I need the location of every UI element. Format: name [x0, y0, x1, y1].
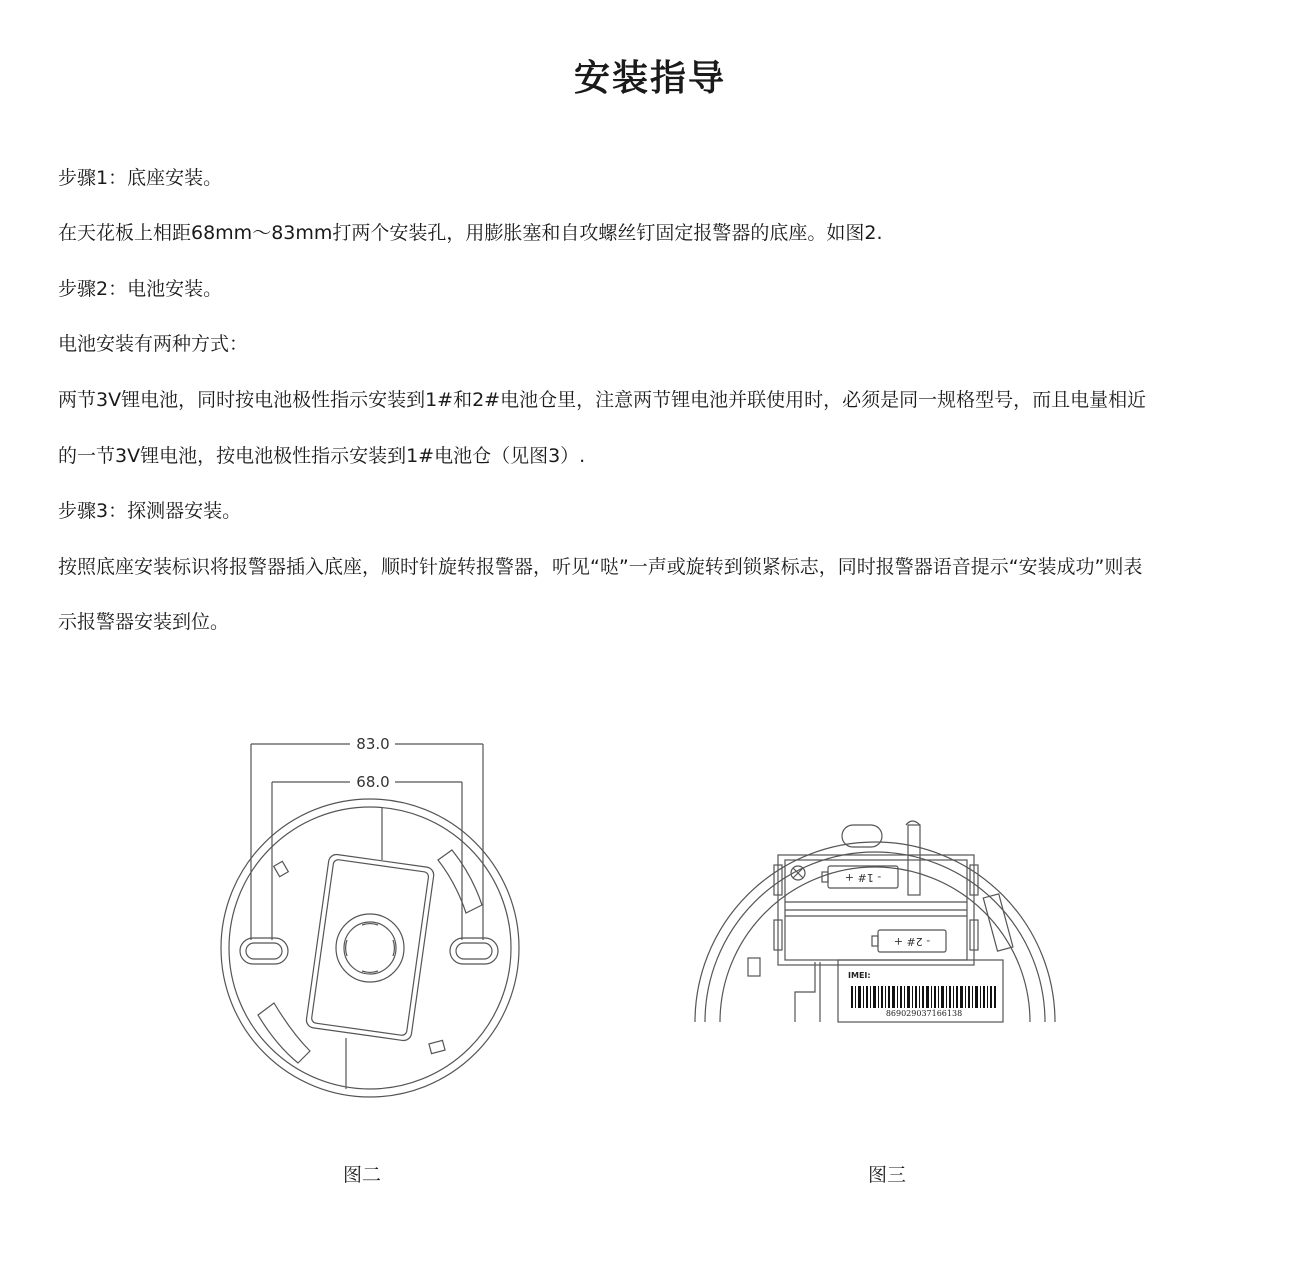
dimension-inner-label: 68.0: [356, 773, 390, 791]
step2-intro: 电池安装有两种方式：: [58, 333, 249, 355]
figure3-caption: 图三: [867, 1164, 906, 1186]
step1-text: 在天花板上相距68mm～83mm打两个安装孔，用膨胀塞和自攻螺丝钉固定报警器的底座。如图2.: [58, 222, 883, 244]
battery2-label: - 2# +: [893, 935, 931, 948]
imei-label: IMEI:: [848, 971, 871, 980]
figure2-caption: 图二: [342, 1164, 381, 1186]
imei-number: 869029037166138: [885, 1009, 963, 1018]
dimension-outer-label: 83.0: [356, 735, 390, 753]
battery1-label: - 1# +: [844, 871, 882, 884]
figure2-base-drawing: [210, 730, 530, 1100]
step1-heading: 步骤1：底座安装。: [58, 167, 223, 189]
barcode: [851, 986, 996, 1008]
step2-text-line1: 两节3V锂电池，同时按电池极性指示安装到1#和2#电池仓里，注意两节锂电池并联使用时，必须是同一规格型号，而且电量相近: [58, 389, 1147, 411]
step3-heading: 步骤3：探测器安装。: [58, 500, 242, 522]
figure3-battery-drawing: [690, 810, 1060, 1025]
step3-text-line2: 示报警器安装到位。: [58, 611, 230, 633]
page-title: 安装指导: [573, 58, 726, 99]
step2-text-line2: 的一节3V锂电池，按电池极性指示安装到1#电池仓（见图3）.: [58, 445, 586, 467]
step3-text-line1: 按照底座安装标识将报警器插入底座，顺时针旋转报警器，听见“哒”一声或旋转到锁紧标志，同时报警器语音提示“安装成功”则表: [58, 556, 1143, 578]
step2-heading: 步骤2：电池安装。: [58, 278, 223, 300]
